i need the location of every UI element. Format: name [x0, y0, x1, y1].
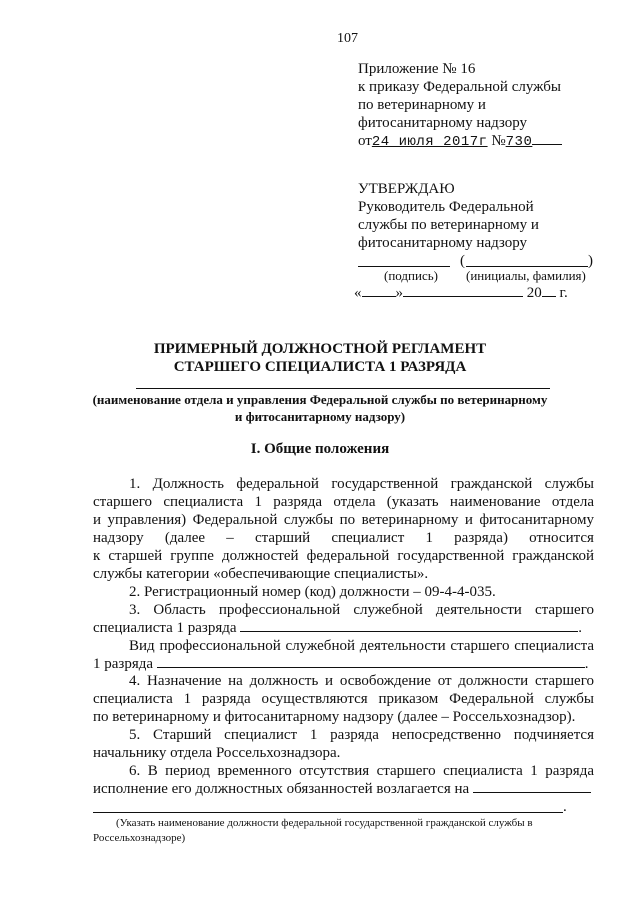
section-1-title: I. Общие положения — [250, 441, 390, 457]
approve-date-line — [354, 284, 568, 302]
appendix-date-line — [358, 132, 562, 151]
approve-line-3: фитосанитарному надзору — [358, 235, 528, 251]
para1-word: 1 — [425, 530, 433, 546]
para3b-blank — [157, 667, 585, 668]
document-title-line-2: СТАРШЕГО СПЕЦИАЛИСТА 1 РАЗРЯДА — [173, 359, 467, 375]
para1-word: – — [226, 530, 234, 546]
para3-line-1: 3. Область профессиональной служебной деятельности старшего — [129, 602, 594, 618]
para3b-text: 1 разряда — [93, 656, 154, 672]
para3-line-2 — [93, 619, 582, 637]
para6-line-1: 6. В период временного отсутствия старшего специалиста 1 разряда — [129, 763, 594, 779]
department-hint-line-2: и фитосанитарному надзору) — [234, 409, 406, 424]
para1-word: надзору — [93, 530, 144, 546]
date-year-prefix: 20 — [526, 285, 542, 301]
signature-line — [358, 266, 450, 267]
date-open-quote: « — [354, 285, 362, 301]
para6-continuation-line — [93, 812, 563, 813]
para3b-line-2 — [93, 655, 589, 673]
para1-line-5: к старшей группе должностей федеральной государственной гражданской — [93, 548, 594, 564]
date-year-suffix: г. — [559, 285, 568, 301]
footnote-line-2: Россельхознадзоре) — [93, 832, 186, 844]
signature-label: (подпись) — [384, 268, 438, 283]
para1-word: относится — [529, 530, 594, 546]
document-title-line-1: ПРИМЕРНЫЙ ДОЛЖНОСТНОЙ РЕГЛАМЕНТ — [153, 341, 487, 357]
para6-text: исполнение его должностных обязанностей возлагается на — [93, 781, 470, 797]
para1-word: специалист — [331, 530, 405, 546]
appendix-line-1: Приложение № 16 — [358, 61, 476, 77]
para3b-end: . — [584, 656, 589, 672]
appendix-number-sign: № — [491, 133, 506, 149]
appendix-line-3: по ветеринарному и — [358, 97, 486, 113]
para1-word: старший — [254, 530, 311, 546]
date-year-blank — [542, 296, 556, 297]
approve-line-2: службы по ветеринарному и — [358, 217, 539, 233]
para1-word: (далее — [164, 530, 206, 546]
approve-title: УТВЕРЖДАЮ — [358, 181, 455, 197]
para5-line-1: 5. Старший специалист 1 разряда непосредственно подчиняется — [129, 727, 594, 743]
initials-line — [466, 266, 588, 267]
appendix-date-prefix: от — [358, 133, 372, 149]
page-number: 107 — [337, 31, 358, 46]
para1-line-3: и управления) Федеральной службы по ветеринарному и фитосанитарному — [93, 512, 594, 528]
para6-line-2 — [93, 780, 591, 798]
para6-end: . — [563, 799, 567, 815]
initials-label: (инициалы, фамилия) — [466, 268, 586, 283]
appendix-line-2: к приказу Федеральной службы — [358, 79, 562, 95]
department-hint-line-1: (наименование отдела и управления Федеральной службы по ветеринарному — [92, 392, 548, 407]
para4-line-1: 4. Назначение на должность и освобождение от должности старшего — [129, 673, 594, 689]
appendix-date-value: 24 июля 2017г — [371, 134, 488, 150]
para1-word: разряда) — [454, 530, 508, 546]
appendix-number-value: 730 — [505, 134, 533, 150]
date-month-blank — [403, 296, 523, 297]
para3-blank — [240, 631, 578, 632]
date-close-quote: » — [395, 285, 403, 301]
para4-line-3: по ветеринарному и фитосанитарному надзору (далее – Россельхознадзор). — [93, 709, 576, 725]
initials-open-paren: ( — [460, 253, 465, 269]
para5-line-2: начальнику отдела Россельхознадзора. — [93, 745, 341, 761]
para1-line-2: старшего специалиста 1 разряда отдела (указать наименование отдела — [93, 494, 594, 510]
para1-line-6: службы категории «обеспечивающие специалисты». — [93, 566, 429, 582]
footnote-line-1: (Указать наименование должности федеральной государственной гражданской службы в — [116, 817, 533, 829]
para1-line-4 — [93, 529, 594, 547]
appendix-line-4: фитосанитарному надзору — [358, 115, 528, 131]
approve-line-1: Руководитель Федеральной — [358, 199, 534, 215]
para3-end: . — [578, 620, 583, 636]
para3b-line-1: Вид профессиональной служебной деятельности старшего специалиста — [129, 638, 594, 654]
initials-close-paren: ) — [588, 253, 593, 269]
para1-line-1: 1. Должность федеральной государственной гражданской службы — [129, 476, 594, 492]
department-line — [136, 388, 550, 389]
para3-text: специалиста 1 разряда — [93, 620, 237, 636]
para6-blank — [473, 792, 591, 793]
para4-line-2: специалиста 1 разряда осуществляются приказом Федеральной службы — [93, 691, 594, 707]
appendix-number-blank — [532, 144, 562, 145]
para2: 2. Регистрационный номер (код) должности – 09-4-4-035. — [129, 584, 496, 600]
date-day-blank — [362, 296, 396, 297]
